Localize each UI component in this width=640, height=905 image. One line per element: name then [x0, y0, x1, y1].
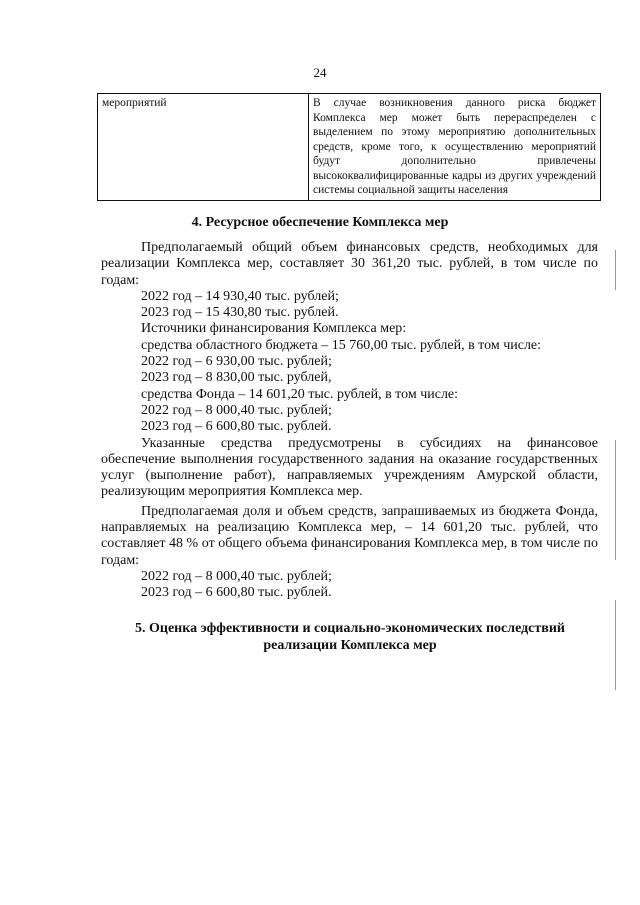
- section-5-heading-line1: 5. Оценка эффективности и социально-экономических последствий: [135, 621, 565, 636]
- fund-2022: 2022 год – 8 000,40 тыс. рублей;: [141, 402, 332, 418]
- fund-2023: 2023 год – 6 600,80 тыс. рублей.: [141, 419, 332, 435]
- scan-edge-mark: [615, 440, 616, 560]
- sources-heading: Источники финансирования Комплекса мер:: [141, 321, 407, 337]
- scan-edge-mark: [615, 600, 616, 690]
- fund-budget: средства Фонда – 14 601,20 тыс. рублей, в том числе:: [141, 386, 459, 402]
- paragraph-share: Предполагаемая доля и объем средств, запрашиваемых из бюджета Фонда, направляемых на реализацию Комплекса мер, – 14 601,20 тыс. рублей, что составляет 48 % от общего объема финансирования Комплекса мер, в том числе по годам:: [101, 503, 598, 568]
- total-2022: 2022 год – 14 930,40 тыс. рублей;: [141, 288, 339, 304]
- page-number: 24: [313, 65, 327, 80]
- paragraph-subsidies: Указанные средства предусмотрены в субсидиях на финансовое обеспечение выполнения государственного задания на оказание государственных услуг (выполнение работ), направляемых учреждениям Амурской области, реализующим мероприятия Комплекса мер.: [101, 435, 598, 500]
- section-4-body: [101, 240, 598, 602]
- section-5-heading: [110, 620, 590, 654]
- scan-edge-mark: [615, 250, 616, 290]
- risk-table: [97, 93, 601, 201]
- risk-table-right-cell: В случае возникновения данного риска бюджет Комплекса мер может быть перераспределен с выделением по этому мероприятию дополнительных средств, кроме того, к осуществлению мероприятий будут дополнительно привлечены высококвалифицированные кадры из других учреждений системы социальной защиты населения: [309, 94, 601, 201]
- regional-2023: 2023 год – 8 830,00 тыс. рублей,: [141, 370, 332, 386]
- section-5-heading-line2: реализации Комплекса мер: [263, 638, 437, 653]
- table-row: [98, 94, 601, 201]
- regional-2022: 2022 год – 6 930,00 тыс. рублей;: [141, 354, 332, 370]
- regional-budget: средства областного бюджета – 15 760,00 тыс. рублей, в том числе:: [141, 337, 542, 353]
- total-2023: 2023 год – 15 430,80 тыс. рублей.: [141, 305, 339, 321]
- share-2023: 2023 год – 6 600,80 тыс. рублей.: [141, 585, 332, 601]
- risk-table-left-cell: мероприятий: [98, 94, 309, 201]
- section-4-heading: 4. Ресурсное обеспечение Комплекса мер: [191, 215, 449, 230]
- share-2022: 2022 год – 8 000,40 тыс. рублей;: [141, 568, 332, 584]
- paragraph-total: Предполагаемый общий объем финансовых средств, необходимых для реализации Комплекса мер, составляет 30 361,20 тыс. рублей, в том числе по годам:: [101, 240, 598, 288]
